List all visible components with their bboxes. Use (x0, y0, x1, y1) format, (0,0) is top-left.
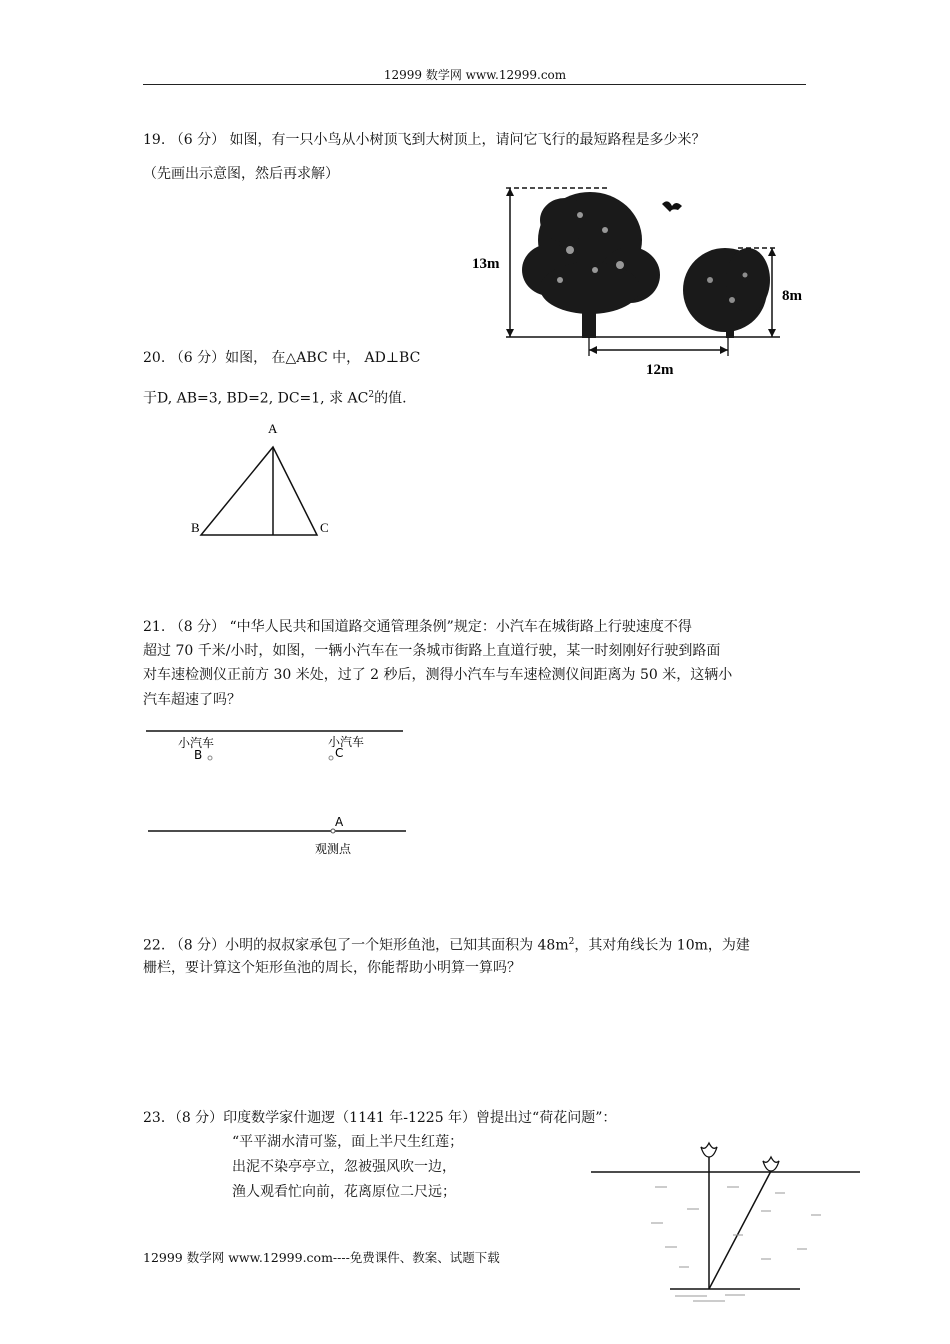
label-tall-height: 13m (472, 256, 500, 272)
point-c-label: C (335, 746, 344, 760)
q22-superscript: 2 (568, 937, 575, 947)
q22-text-line1 (143, 930, 750, 959)
car1-label: 小汽车 (178, 736, 215, 750)
point-a-label: A (335, 815, 344, 829)
q20-text-part-a: 于D, AB=3, BD=2, DC=1, 求 AC (143, 390, 369, 407)
header-rule (143, 84, 806, 85)
label-short-height: 8m (782, 288, 802, 304)
q19-text-line2: （先画出示意图，然后再求解） (143, 166, 339, 182)
q19-text-line1: 19. （6 分） 如图，有一只小鸟从小树顶飞到大树顶上，请问它飞行的最短路程是多少米？ (143, 132, 706, 148)
q22-text-part-a: 22. （8 分）小明的叔叔家承包了一个矩形鱼池，已知其面积为 48m (143, 937, 569, 954)
q23-lotus-figure (585, 1135, 865, 1305)
station-label: 观测点 (315, 842, 352, 856)
q20-text-line2 (143, 383, 407, 412)
q20-triangle-figure (185, 415, 345, 545)
q23-poem-line1: “平平湖水清可鉴，面上半尺生红莲； (232, 1134, 464, 1150)
vertex-c-label: C (320, 520, 329, 535)
q23-poem-line2: 出泥不染亭亭立，忽被强风吹一边， (232, 1159, 456, 1175)
vertex-b-label: B (191, 520, 200, 535)
q22-text-line2: 栅栏，要计算这个矩形鱼池的周长，你能帮助小明算一算吗？ (143, 960, 521, 976)
page-footer: 12999 数学网 www.12999.com----免费课件、教案、试题下载 (143, 1250, 500, 1265)
q23-poem-line3: 渔人观看忙向前，花离原位二尺远； (232, 1184, 456, 1200)
q21-text-line2: 超过 70 千米/小时，如图，一辆小汽车在一条城市街路上直道行驶，某一时刻刚好行驶到路面 (143, 643, 721, 659)
q21-text-line3: 对车速检测仪正前方 30 米处，过了 2 秒后，测得小汽车与车速检测仪间距离为 50 米，这辆小 (143, 667, 733, 683)
q22-text-part-b: ，其对角线长为 10m，为建 (574, 937, 750, 954)
q21-text-line4: 汽车超速了吗？ (143, 692, 241, 708)
q20-text-line1: 20. （6 分）如图， 在△ABC 中， AD⊥BC (143, 350, 421, 366)
vertex-a-label: A (268, 421, 278, 436)
point-b-label: B (194, 748, 203, 762)
q20-superscript: 2 (368, 390, 375, 400)
q20-text-part-b: 的值. (374, 390, 407, 407)
q19-trees-figure (470, 180, 820, 380)
page-header: 12999 数学网 www.12999.com (383, 68, 567, 82)
q21-text-line1: 21. （8 分） “中华人民共和国道路交通管理条例”规定：小汽车在城街路上行驶速度不得 (143, 619, 692, 635)
label-distance: 12m (646, 362, 674, 378)
q23-text-line1: 23．（8 分）印度数学家什迦逻（1141 年-1225 年）曾提出过“荷花问题”： (143, 1110, 617, 1126)
q21-road-figure (140, 720, 420, 865)
car2-label: 小汽车 (328, 735, 365, 749)
